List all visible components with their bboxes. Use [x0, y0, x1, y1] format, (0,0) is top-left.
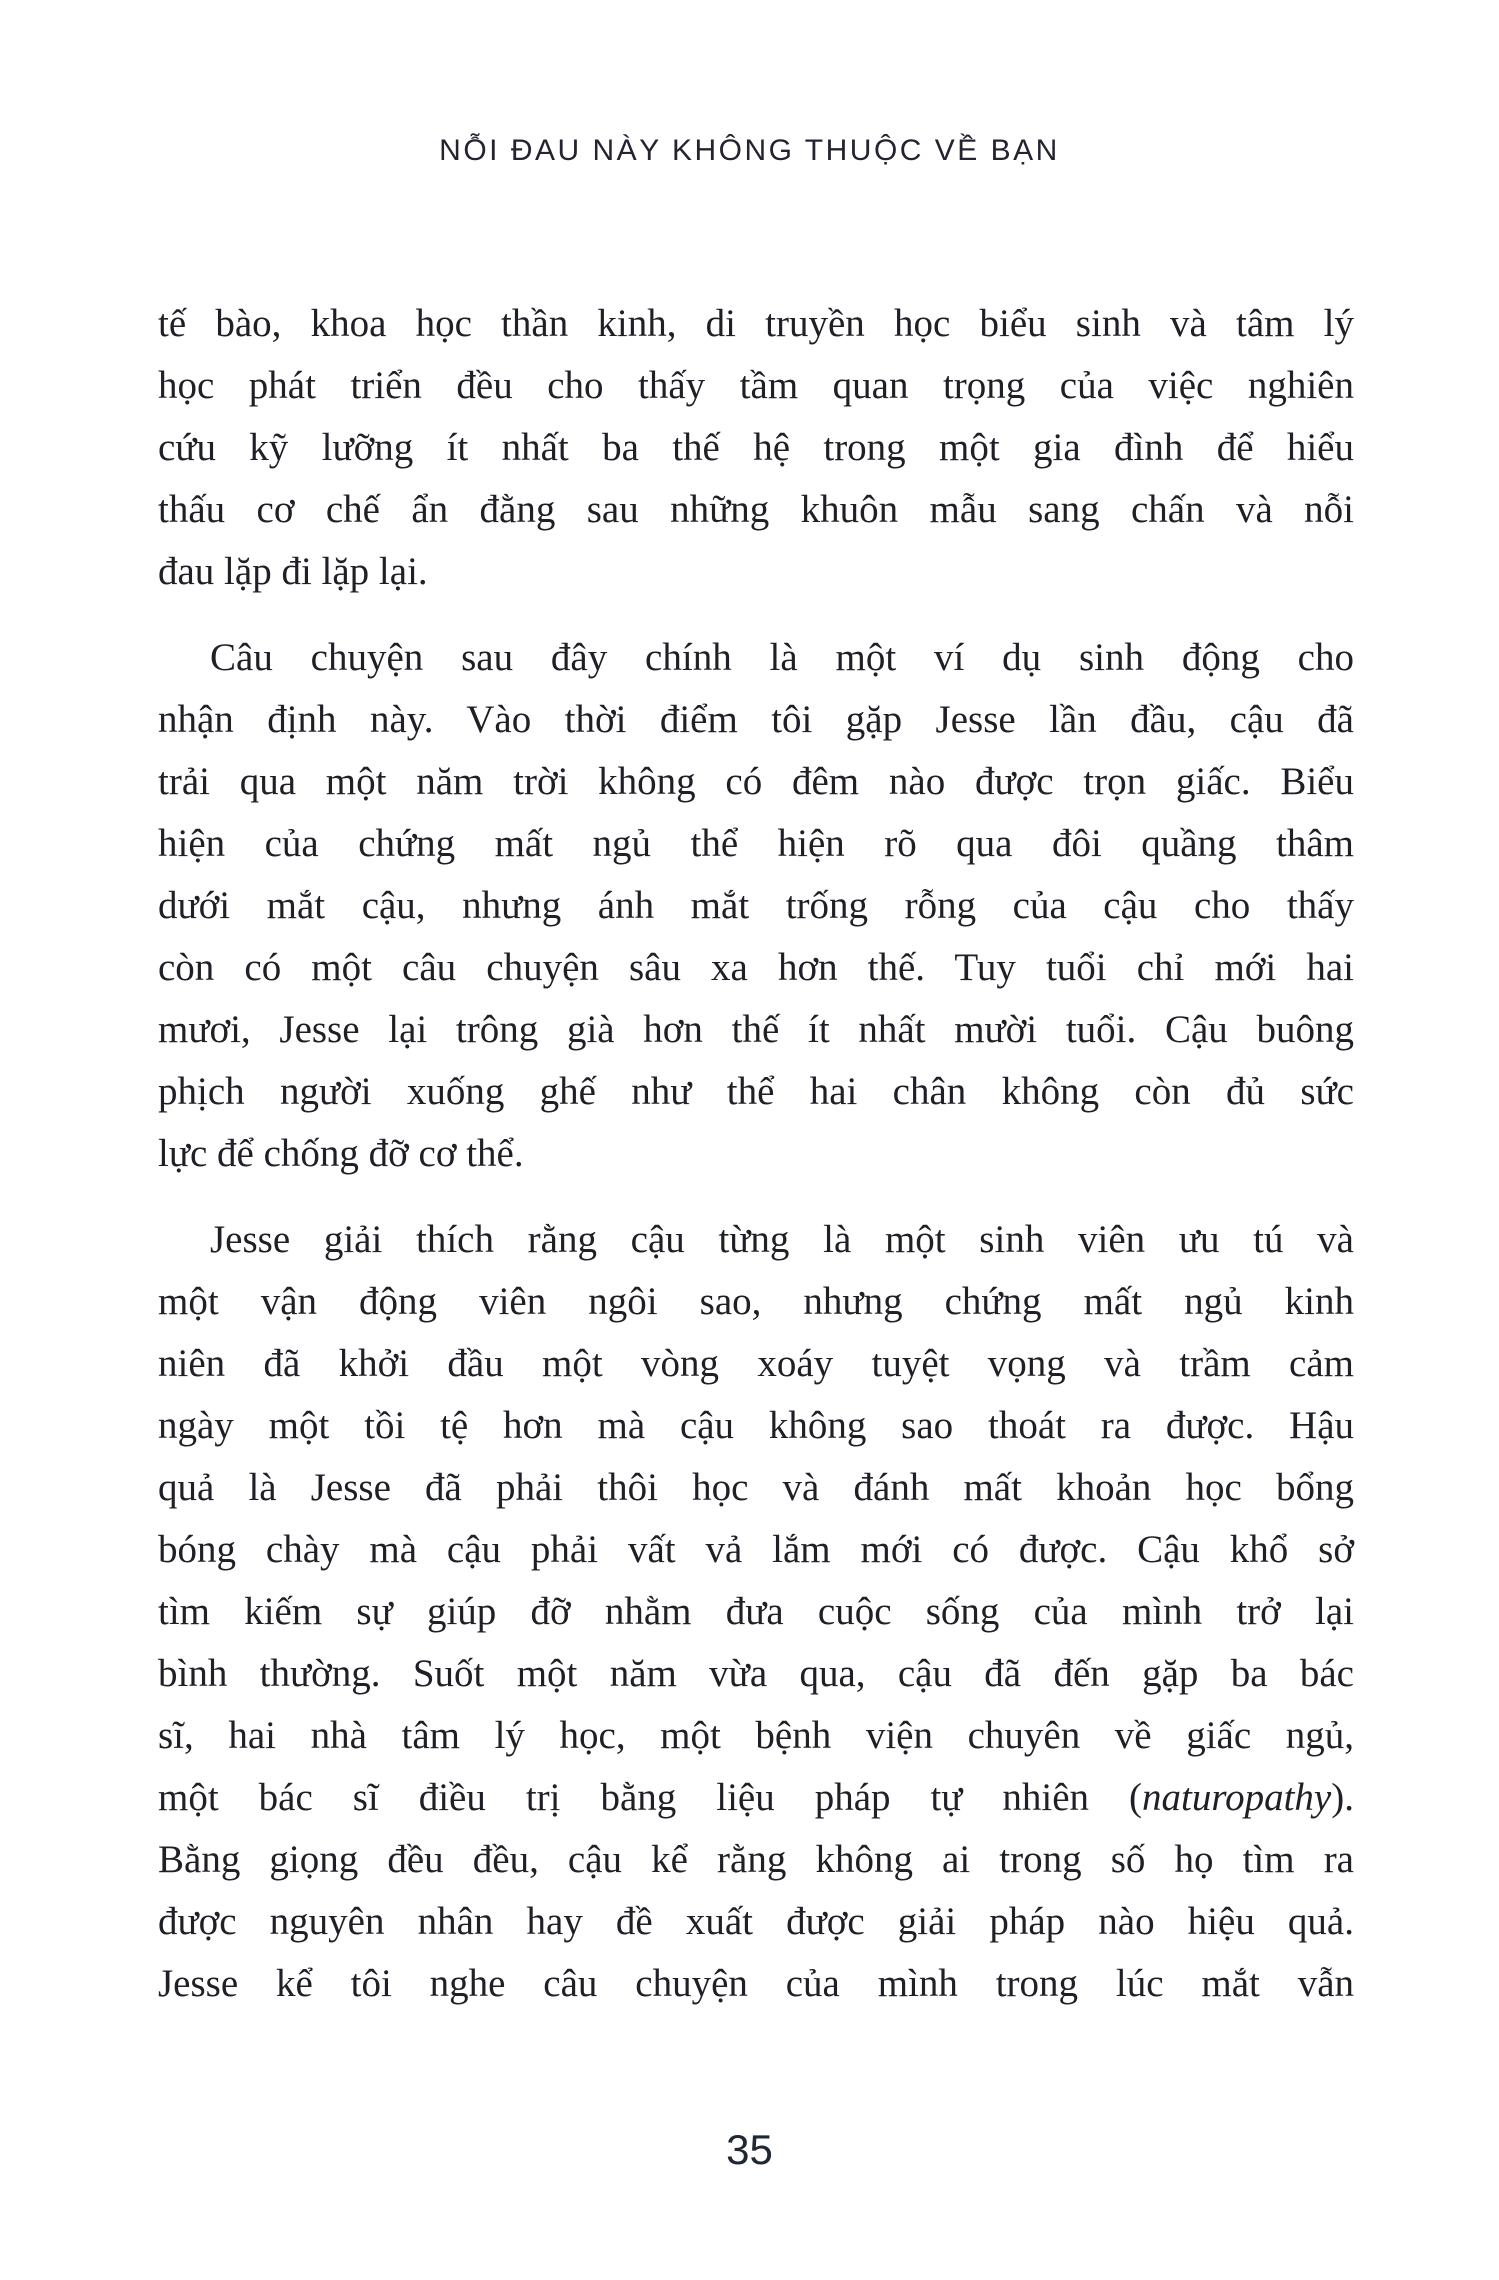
text-line: lực để chống đỡ cơ thể.: [158, 1132, 524, 1175]
text-line: bình thường. Suốt một năm vừa qua, cậu đã đến gặp ba bác: [158, 1652, 1354, 1695]
text-line: niên đã khởi đầu một vòng xoáy tuyệt vọng và trầm cảm: [158, 1342, 1354, 1385]
paragraph: [158, 293, 1354, 603]
text-line: Jesse giải thích rằng cậu từng là một sinh viên ưu tú và: [210, 1218, 1354, 1261]
text-line: được nguyên nhân hay đề xuất được giải pháp nào hiệu quả.: [158, 1900, 1354, 1943]
text-line: phịch người xuống ghế như thể hai chân không còn đủ sức: [158, 1070, 1354, 1113]
text-line: còn có một câu chuyện sâu xa hơn thế. Tuy tuổi chỉ mới hai: [158, 946, 1354, 989]
text-line: ngày một tồi tệ hơn mà cậu không sao thoát ra được. Hậu: [158, 1404, 1354, 1447]
text-line: một bác sĩ điều trị bằng liệu pháp tự nhiên (naturopathy).: [158, 1776, 1354, 1819]
text-line: cứu kỹ lưỡng ít nhất ba thế hệ trong một gia đình để hiểu: [158, 426, 1354, 469]
running-header: NỖI ĐAU NÀY KHÔNG THUỘC VỀ BẠN: [439, 134, 1060, 167]
text-line: thấu cơ chế ẩn đằng sau những khuôn mẫu sang chấn và nỗi: [158, 488, 1354, 531]
body-text: [158, 293, 1354, 2015]
text-line: Bằng giọng đều đều, cậu kể rằng không ai trong số họ tìm ra: [158, 1838, 1354, 1881]
paragraph: [158, 627, 1354, 1185]
text-line: học phát triển đều cho thấy tầm quan trọng của việc nghiên: [158, 364, 1354, 407]
text-line: một vận động viên ngôi sao, nhưng chứng mất ngủ kinh: [158, 1280, 1354, 1323]
text-line: tế bào, khoa học thần kinh, di truyền học biểu sinh và tâm lý: [158, 302, 1354, 345]
text-line: hiện của chứng mất ngủ thể hiện rõ qua đôi quầng thâm: [158, 822, 1354, 865]
text-line: Jesse kể tôi nghe câu chuyện của mình trong lúc mắt vẫn: [158, 1962, 1354, 2005]
text-line: Câu chuyện sau đây chính là một ví dụ sinh động cho: [210, 636, 1354, 679]
text-line: sĩ, hai nhà tâm lý học, một bệnh viện chuyên về giấc ngủ,: [158, 1714, 1354, 1757]
text-line: tìm kiếm sự giúp đỡ nhằm đưa cuộc sống của mình trở lại: [158, 1590, 1354, 1633]
text-line: quả là Jesse đã phải thôi học và đánh mất khoản học bổng: [158, 1466, 1354, 1509]
text-line: dưới mắt cậu, nhưng ánh mắt trống rỗng của cậu cho thấy: [158, 884, 1354, 927]
paragraph: [158, 1209, 1354, 2015]
text-line: nhận định này. Vào thời điểm tôi gặp Jesse lần đầu, cậu đã: [158, 698, 1354, 741]
page-number: 35: [726, 2126, 773, 2173]
text-line: trải qua một năm trời không có đêm nào được trọn giấc. Biểu: [158, 760, 1354, 803]
text-line: mươi, Jesse lại trông già hơn thế ít nhất mười tuổi. Cậu buông: [158, 1008, 1354, 1051]
text-line: đau lặp đi lặp lại.: [158, 550, 428, 593]
text-line: bóng chày mà cậu phải vất vả lắm mới có được. Cậu khổ sở: [158, 1528, 1354, 1571]
